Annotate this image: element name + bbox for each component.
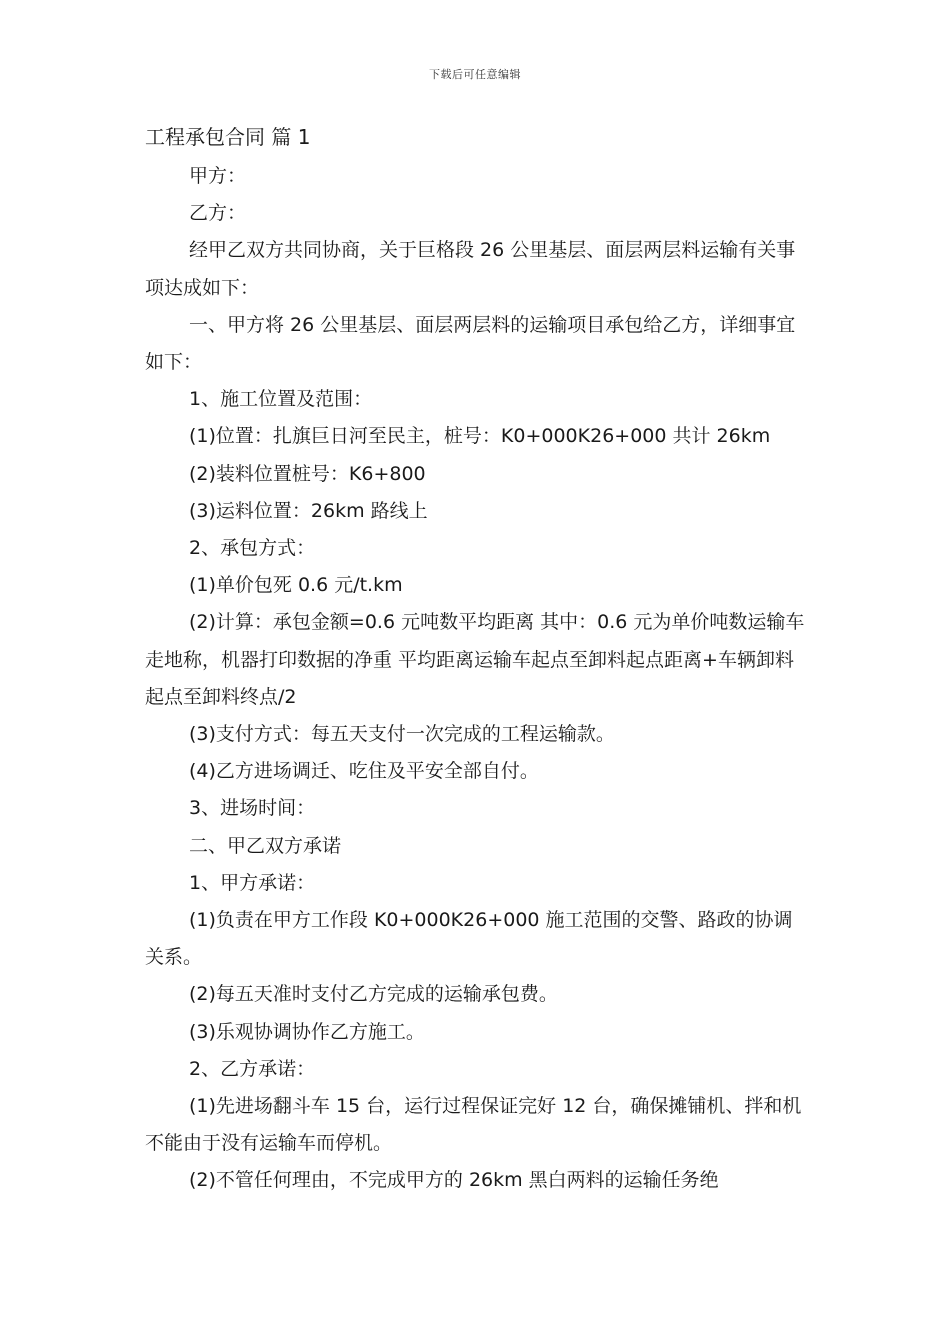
paragraph-section-1: 一、甲方将 26 公里基层、面层两层料的运输项目承包给乙方，详细事宜如下： [145, 313, 796, 374]
paragraph-item-2-3: (3)支付方式：每五天支付一次完成的工程运输款。 [189, 723, 615, 746]
paragraph-b-promise-2: (2)不管任何理由，不完成甲方的 26km 黑白两料的运输任务绝 [189, 1169, 719, 1192]
document-body [145, 158, 810, 1200]
paragraph-item-2-4: (4)乙方进场调迁、吃住及平安全部自付。 [189, 760, 539, 783]
paragraph-b-promise-1: (1)先进场翻斗车 15 台，运行过程保证完好 12 台，确保摊铺机、拌和机不能由于没有运输车而停机。 [145, 1095, 802, 1155]
paragraph-a-promise-3: (3)乐观协调协作乙方施工。 [189, 1020, 425, 1043]
paragraph-item-1: 1、施工位置及范围： [189, 388, 373, 411]
paragraph-party-a-promise: 1、甲方承诺： [189, 871, 316, 894]
paragraph-party-b: 乙方： [189, 202, 247, 225]
paragraph-item-1-1: (1)位置：扎旗巨日河至民主，桩号：K0+000K26+000 共计 26km [189, 425, 771, 448]
paragraph-item-2: 2、承包方式： [189, 537, 316, 560]
paragraph-party-a: 甲方： [189, 165, 247, 187]
paragraph-item-3: 3、进场时间： [189, 797, 316, 820]
paragraph-section-2: 二、甲乙双方承诺 [189, 834, 342, 857]
paragraph-intro: 经甲乙双方共同协商，关于巨格段 26 公里基层、面层两层料运输有关事项达成如下： [145, 239, 796, 299]
paragraph-a-promise-1: (1)负责在甲方工作段 K0+000K26+000 施工范围的交警、路政的协调关系。 [145, 909, 793, 969]
paragraph-item-2-1: (1)单价包死 0.6 元/t.km [189, 574, 403, 597]
paragraph-item-2-2: (2)计算：承包金额=0.6 元吨数平均距离 其中：0.6 元为单价吨数运输车走地称，机器打印数据的净重 平均距离运输车起点至卸料起点距离+车辆卸料起点至卸料终点/2 [145, 611, 805, 708]
paragraph-item-1-2: (2)装料位置桩号：K6+800 [189, 462, 426, 485]
paragraph-a-promise-2: (2)每五天准时支付乙方完成的运输承包费。 [189, 983, 558, 1006]
paragraph-party-b-promise: 2、乙方承诺： [189, 1057, 316, 1080]
document-title: 工程承包合同 篇 1 [145, 125, 311, 149]
paragraph-item-1-3: (3)运料位置：26km 路线上 [189, 499, 428, 522]
page-header-note: 下载后可任意编辑 [429, 68, 521, 81]
